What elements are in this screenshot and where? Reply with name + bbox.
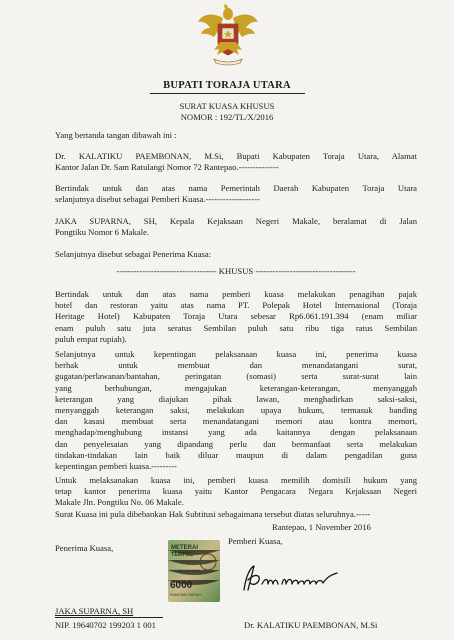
place-date: Rantepao, 1 November 2016 <box>272 522 371 532</box>
stamp-unit: ENAM RIBU RUPIAH <box>170 593 201 597</box>
khusus-heading: ----------------------------------- KHUSUS ----------------------------------- <box>116 266 356 276</box>
paragraph-line: tetap kantor penerima kuasa yaitu Kantor Pengacara Negara Kejaksaan Negeri <box>55 486 417 497</box>
document-number: NOMOR : 192/TL/X/2016 <box>180 112 274 122</box>
paragraph-line: dan kasasi membuat serta menandatangani memori atau kontra memori, <box>55 416 417 427</box>
stamp-code: F14AEF008600S2 <box>170 570 201 574</box>
paragraph-line: dan penyelesaian yang dipandang perlu dan bermanfaat serta melakukan <box>55 438 417 449</box>
paragraph-line: tindakan-tindakan lain baik diluar maupun di dalam pengadilan guna <box>55 449 417 460</box>
garuda-emblem-icon <box>196 4 260 70</box>
document-title: SURAT KUASA KHUSUS <box>179 101 275 111</box>
receiver-nip: NIP. 19640702 199203 1 001 <box>55 620 156 630</box>
duty-stamp-icon <box>168 540 220 602</box>
acting-paragraph <box>55 183 417 205</box>
paragraph-collection <box>55 289 417 345</box>
paragraph-line: berhak untuk membuat dan menandatangani surat, <box>55 360 417 371</box>
paragraph-line: puluh empat rupiah). <box>55 333 127 344</box>
grantor-paragraph <box>55 151 417 173</box>
paragraph-line: yang berhubungan, mengajukan keterangan-keterangan, menyanggah <box>55 382 417 393</box>
grantee-line: JAKA SUPARNA, SH, Kepala Kejaksaan Negeri Makale, beralamat di Jalan <box>55 216 417 226</box>
grantee-note: Selanjutnya disebut sebagai Penerima Kuasa: <box>55 249 212 259</box>
paragraph-line: Selanjutnya untuk kepentingan pelaksanaan kuasa ini, penerima kuasa <box>55 349 417 359</box>
paragraph-line: menghadap/menghubung instansi yang ada kaitannya dengan pelaksanaan <box>55 427 417 438</box>
paragraph-line: keterangan yang diajukan pihak lawan, menghadirkan saksi-saksi, <box>55 393 417 404</box>
giver-label: Pemberi Kuasa, <box>228 536 283 546</box>
stamp-label: METERAI <box>171 545 198 551</box>
paragraph-line: Untuk melaksanakan kuasa ini, pemberi kuasa memilih domisili hukum yang <box>55 475 417 485</box>
stamp-label: TEMPEL <box>171 552 194 558</box>
receiver-name: JAKA SUPARNA, SH <box>55 606 134 616</box>
receiver-label: Penerima Kuasa, <box>55 543 114 553</box>
acting-line: Bertindak untuk dan atas nama Pemerintah Daerah Kabupaten Toraja Utara <box>55 183 417 193</box>
letterhead-title: BUPATI TORAJA UTARA <box>163 80 291 91</box>
paragraph-domicile <box>55 475 417 520</box>
paragraph-line: Makale Jln. Pongtiku No. 06 Makale. <box>55 497 184 508</box>
paragraph-line: menyanggah keterangan saksi, melakukan upaya hukum, termasuk banding <box>55 405 417 416</box>
opening-text: Yang bertanda tangan dibawah ini : <box>55 130 177 140</box>
paragraph-line: Surat Kuasa ini pula dibebankan Hak Subtitusi sebagaimana tersebut diatas seluruhnya.----- <box>55 508 371 519</box>
signature-underline <box>55 617 163 618</box>
grantee-line: Pongtiku Nomor 6 Makale. <box>55 227 150 238</box>
handwritten-signature-icon <box>232 562 372 596</box>
paragraph-line: gugatan/perlawanan/bantahan, peringatan (somasi) serta surat-surat lain <box>55 371 417 382</box>
paragraph-line: enam puluh satu juta seratus Sembilan puluh satu ribu tiga ratus Sembilan <box>55 322 417 333</box>
grantee-paragraph <box>55 216 417 238</box>
grantor-line: Kantor Jalan Dr. Sam Ratulangi Nomor 72 Rantepao.-------------- <box>55 162 279 173</box>
grantor-line: Dr. KALATIKU PAEMBONAN, M.Si, Bupati Kabupaten Toraja Utara, Alamat <box>55 151 417 161</box>
paragraph-line: kepentingan pemberi kuasa.--------- <box>55 461 177 472</box>
paragraph-line: Heritage Hotel) Kabupaten Toraja Utara sebesar Rp6.061.191.394 (enam miliar <box>55 311 417 322</box>
paragraph-authority <box>55 349 417 472</box>
acting-line: selanjutnya disebut sebagai Pemberi Kuasa.------------------- <box>55 194 260 205</box>
paragraph-line: hotel dan restoran yaitu atas nama PT. Polepak Hotel Internasional (Toraja <box>55 300 417 311</box>
stamp-value: 6000 <box>170 580 193 591</box>
paragraph-line: Bertindak untuk dan atas nama pemberi kuasa melakukan penagihan pajak <box>55 289 417 299</box>
giver-name: Dr. KALATIKU PAEMBONAN, M.Si <box>244 620 378 630</box>
